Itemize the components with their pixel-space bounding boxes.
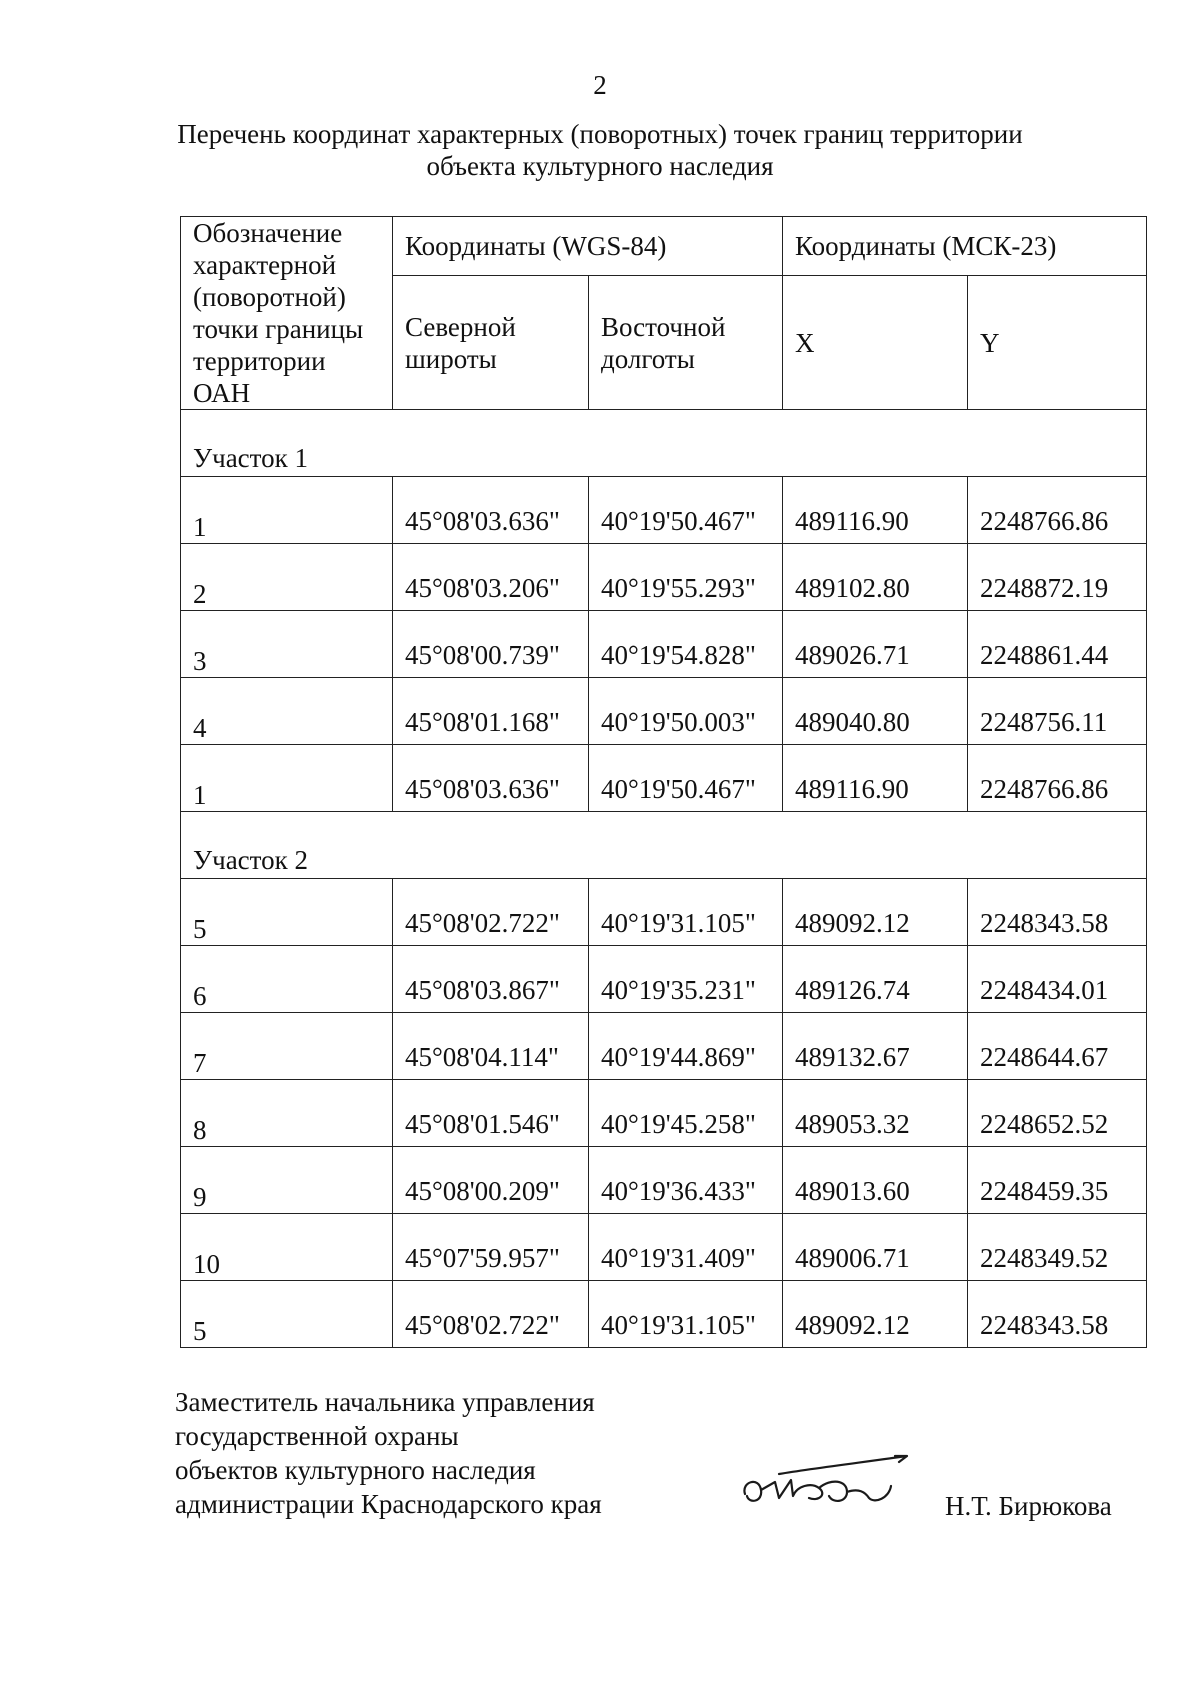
signatory-position (175, 1385, 602, 1521)
handwritten-signature-icon (735, 1452, 915, 1532)
header-point-line: точки границы (193, 314, 364, 344)
cell-latitude: 45°08'01.546" (393, 1080, 589, 1147)
header-latitude-line: широты (405, 343, 497, 374)
cell-x: 489092.12 (783, 1281, 968, 1348)
table-row (181, 611, 1147, 678)
cell-point: 8 (181, 1080, 393, 1147)
signatory-position-line: администрации Краснодарского края (175, 1489, 602, 1519)
table-row (181, 1214, 1147, 1281)
cell-x: 489102.80 (783, 544, 968, 611)
page-number: 2 (593, 70, 607, 100)
coordinates-table (180, 216, 1147, 1348)
cell-longitude: 40°19'36.433" (589, 1147, 783, 1214)
signatory-position-line: объектов культурного наследия (175, 1455, 536, 1485)
cell-latitude: 45°08'02.722" (393, 879, 589, 946)
cell-y: 2248861.44 (968, 611, 1147, 678)
cell-latitude: 45°08'00.209" (393, 1147, 589, 1214)
cell-y: 2248766.86 (968, 477, 1147, 544)
cell-y: 2248644.67 (968, 1013, 1147, 1080)
cell-longitude: 40°19'31.105" (589, 1281, 783, 1348)
cell-x: 489006.71 (783, 1214, 968, 1281)
cell-y: 2248756.11 (968, 678, 1147, 745)
header-point-line: ОАН (193, 378, 251, 408)
section-title: Участок 2 (181, 812, 1147, 879)
table-row (181, 1080, 1147, 1147)
table-row (181, 1281, 1147, 1348)
header-point-line: характерной (193, 250, 337, 280)
cell-x: 489013.60 (783, 1147, 968, 1214)
cell-latitude: 45°08'03.867" (393, 946, 589, 1013)
header-point-line: Обозначение (193, 218, 343, 248)
header-latitude (393, 276, 589, 410)
cell-point: 10 (181, 1214, 393, 1281)
cell-latitude: 45°08'03.206" (393, 544, 589, 611)
table-row (181, 745, 1147, 812)
cell-longitude: 40°19'54.828" (589, 611, 783, 678)
header-y: Y (968, 276, 1147, 410)
table-header-row-1 (181, 217, 1147, 276)
cell-longitude: 40°19'31.409" (589, 1214, 783, 1281)
cell-y: 2248652.52 (968, 1080, 1147, 1147)
section-title: Участок 1 (181, 410, 1147, 477)
cell-point: 1 (181, 477, 393, 544)
header-point-line: (поворотной) (193, 282, 346, 312)
header-wgs84: Координаты (WGS-84) (393, 217, 783, 276)
header-x: X (783, 276, 968, 410)
table-row (181, 946, 1147, 1013)
cell-y: 2248434.01 (968, 946, 1147, 1013)
cell-longitude: 40°19'50.003" (589, 678, 783, 745)
cell-point: 7 (181, 1013, 393, 1080)
table-row (181, 1147, 1147, 1214)
header-msk23: Координаты (МСК-23) (783, 217, 1147, 276)
table-row (181, 678, 1147, 745)
table-row (181, 879, 1147, 946)
cell-y: 2248343.58 (968, 879, 1147, 946)
header-longitude-line: долготы (601, 343, 695, 374)
cell-x: 489026.71 (783, 611, 968, 678)
title-line-2: объекта культурного наследия (426, 151, 774, 181)
cell-latitude: 45°08'00.739" (393, 611, 589, 678)
cell-point: 2 (181, 544, 393, 611)
table-row (181, 1013, 1147, 1080)
table-row (181, 544, 1147, 611)
cell-latitude: 45°08'03.636" (393, 745, 589, 812)
cell-x: 489092.12 (783, 879, 968, 946)
cell-point: 6 (181, 946, 393, 1013)
cell-latitude: 45°08'04.114" (393, 1013, 589, 1080)
cell-x: 489053.32 (783, 1080, 968, 1147)
cell-latitude: 45°08'01.168" (393, 678, 589, 745)
signatory-position-line: государственной охраны (175, 1421, 459, 1451)
cell-y: 2248349.52 (968, 1214, 1147, 1281)
cell-point: 1 (181, 745, 393, 812)
cell-y: 2248766.86 (968, 745, 1147, 812)
cell-latitude: 45°07'59.957" (393, 1214, 589, 1281)
cell-x: 489040.80 (783, 678, 968, 745)
cell-point: 9 (181, 1147, 393, 1214)
cell-longitude: 40°19'44.869" (589, 1013, 783, 1080)
cell-x: 489116.90 (783, 477, 968, 544)
cell-longitude: 40°19'50.467" (589, 745, 783, 812)
cell-x: 489132.67 (783, 1013, 968, 1080)
cell-point: 4 (181, 678, 393, 745)
header-longitude (589, 276, 783, 410)
cell-longitude: 40°19'31.105" (589, 879, 783, 946)
cell-y: 2248872.19 (968, 544, 1147, 611)
cell-y: 2248343.58 (968, 1281, 1147, 1348)
title-line-1: Перечень координат характерных (поворотных) точек границ территории (177, 119, 1023, 149)
signatory-position-line: Заместитель начальника управления (175, 1387, 595, 1417)
header-longitude-line: Восточной (601, 311, 726, 342)
cell-point: 5 (181, 1281, 393, 1348)
cell-point: 5 (181, 879, 393, 946)
cell-longitude: 40°19'55.293" (589, 544, 783, 611)
section-row (181, 410, 1147, 477)
cell-x: 489126.74 (783, 946, 968, 1013)
signatory-name: Н.Т. Бирюкова (945, 1491, 1112, 1521)
cell-latitude: 45°08'02.722" (393, 1281, 589, 1348)
cell-x: 489116.90 (783, 745, 968, 812)
document-title (0, 118, 1200, 182)
cell-y: 2248459.35 (968, 1147, 1147, 1214)
cell-longitude: 40°19'50.467" (589, 477, 783, 544)
cell-latitude: 45°08'03.636" (393, 477, 589, 544)
header-point-line: территории (193, 346, 326, 376)
header-point-designation (181, 217, 393, 410)
cell-longitude: 40°19'35.231" (589, 946, 783, 1013)
cell-longitude: 40°19'45.258" (589, 1080, 783, 1147)
cell-point: 3 (181, 611, 393, 678)
table-row (181, 477, 1147, 544)
header-latitude-line: Северной (405, 311, 516, 342)
section-row (181, 812, 1147, 879)
